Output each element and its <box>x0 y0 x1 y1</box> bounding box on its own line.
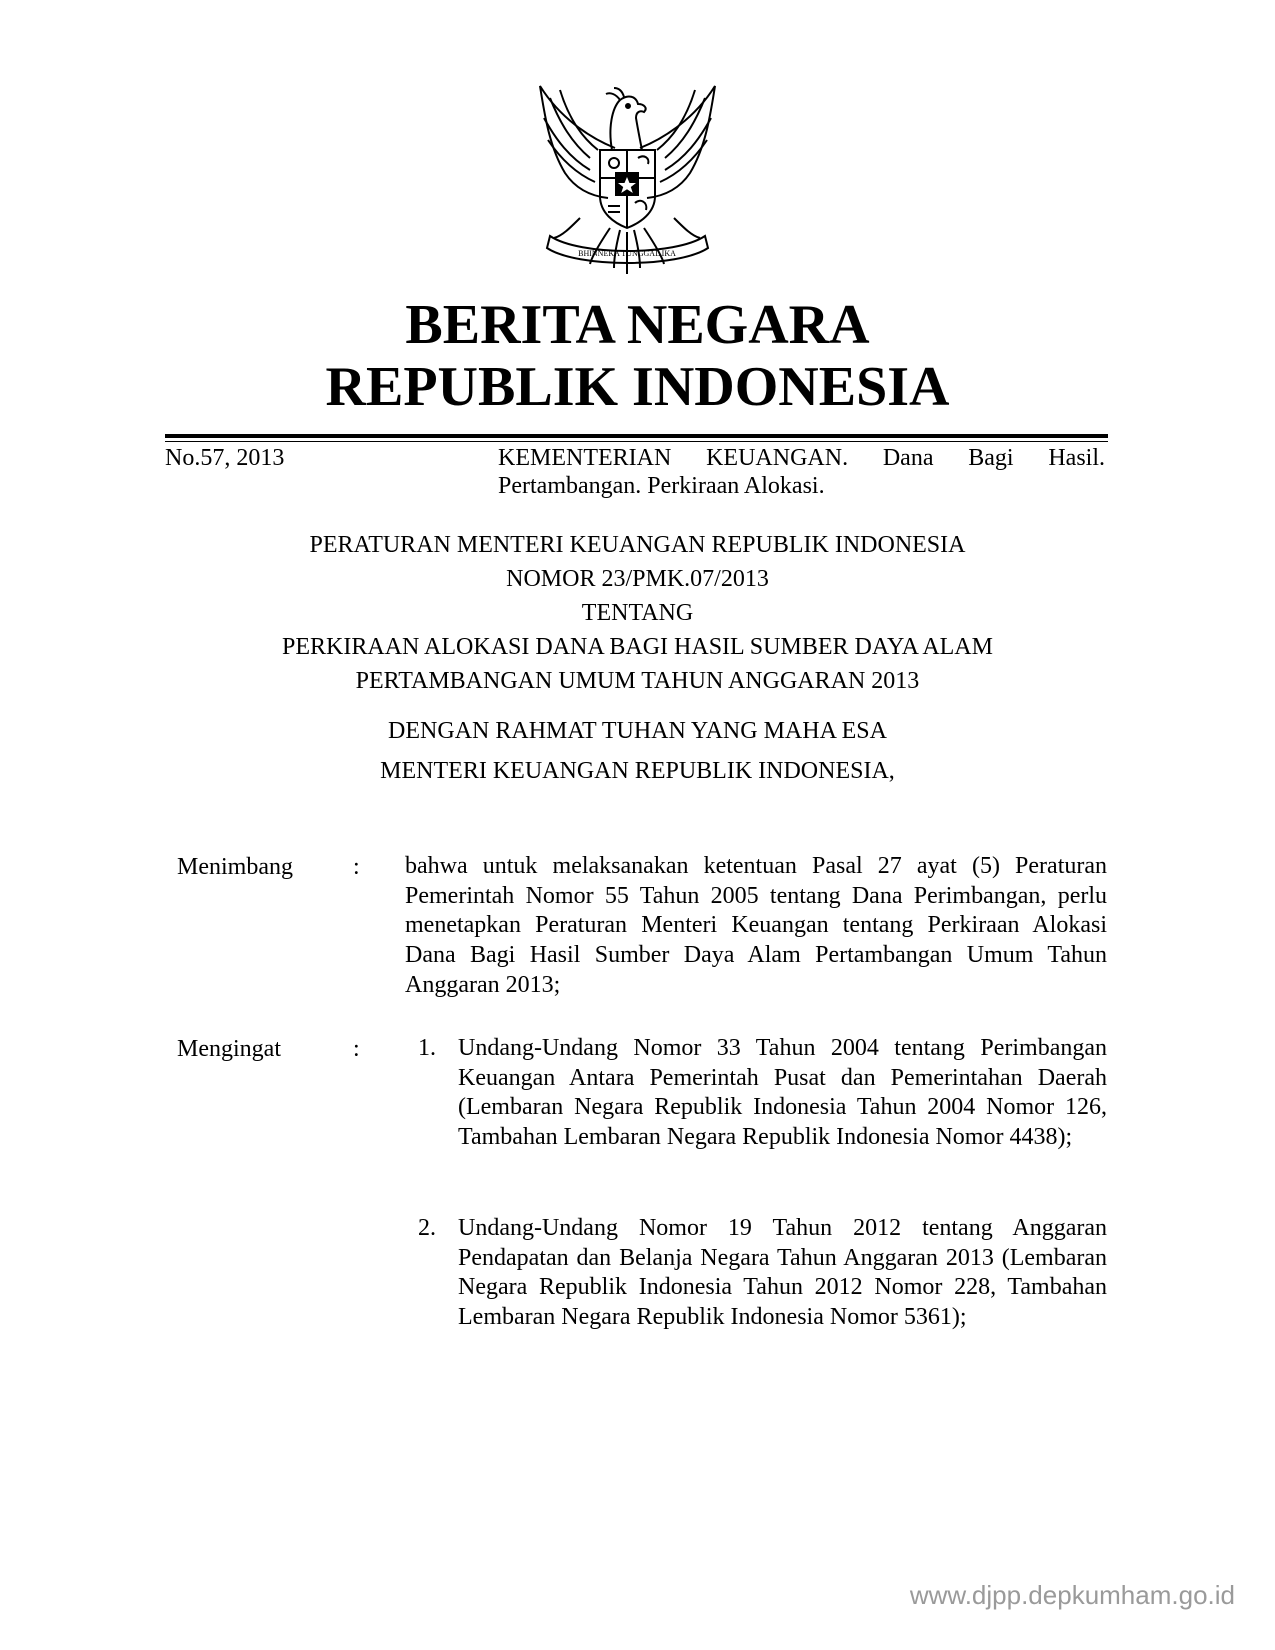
mengingat-item-number: 1. <box>418 1035 436 1061</box>
header-rule-thin <box>165 441 1108 442</box>
source-watermark: www.djpp.depkumham.go.id <box>909 1580 1235 1610</box>
mengingat-item-text: Undang-Undang Nomor 33 Tahun 2004 tentang Perimbangan Keuangan Antara Pemerintah Pusat dan Pemerintahan Daerah (Lembaran Negara Republik Indonesia Tahun 2004 Nomor 126, Tambahan Lembaran Negara Republik Indonesia Nomor 4438); <box>458 1035 1107 1151</box>
mengingat-item-number: 2. <box>418 1215 436 1241</box>
mengingat-label: Mengingat <box>177 1036 281 1062</box>
header-rule-thick <box>165 434 1108 438</box>
gazette-subject: KEMENTERIAN KEUANGAN. Dana Bagi Hasil. Pertambangan. Perkiraan Alokasi. <box>498 445 1105 499</box>
mengingat-item-text: Undang-Undang Nomor 19 Tahun 2012 tentang Anggaran Pendapatan dan Belanja Negara Tahun Anggaran 2013 (Lembaran Negara Republik Indonesia Tahun 2012 Nomor 228, Tambahan Lembaran Negara Republik Indonesia Nomor 5361); <box>458 1215 1107 1331</box>
preamble-line1: DENGAN RAHMAT TUHAN YANG MAHA ESA <box>388 718 887 744</box>
gazette-number: No.57, 2013 <box>165 445 285 471</box>
mengingat-colon: : <box>353 1036 360 1062</box>
gazette-title-line1: BERITA NEGARA <box>405 294 870 356</box>
gazette-title-line2: REPUBLIK INDONESIA <box>325 356 950 418</box>
regulation-subject-line1: PERKIRAAN ALOKASI DANA BAGI HASIL SUMBER DAYA ALAM <box>282 634 993 660</box>
garuda-emblem-icon <box>520 78 735 290</box>
menimbang-colon: : <box>353 854 360 880</box>
regulation-tentang: TENTANG <box>581 600 694 626</box>
menimbang-label: Menimbang <box>177 854 293 880</box>
emblem-motto: BHINNEKA TUNGGAL IKA <box>578 249 676 258</box>
regulation-title: PERATURAN MENTERI KEUANGAN REPUBLIK INDONESIA <box>309 532 966 558</box>
regulation-subject-line2: PERTAMBANGAN UMUM TAHUN ANGGARAN 2013 <box>355 668 920 694</box>
preamble-line2: MENTERI KEUANGAN REPUBLIK INDONESIA, <box>380 758 895 784</box>
regulation-number: NOMOR 23/PMK.07/2013 <box>506 566 769 592</box>
menimbang-text: bahwa untuk melaksanakan ketentuan Pasal 27 ayat (5) Peraturan Pemerintah Nomor 55 Tahun 2005 tentang Dana Perimbangan, perlu menetapkan Peraturan Menteri Keuangan tentang Perkiraan Alokasi Dana Bagi Hasil Sumber Daya Alam Pertambangan Umum Tahun Anggaran 2013; <box>405 853 1107 998</box>
